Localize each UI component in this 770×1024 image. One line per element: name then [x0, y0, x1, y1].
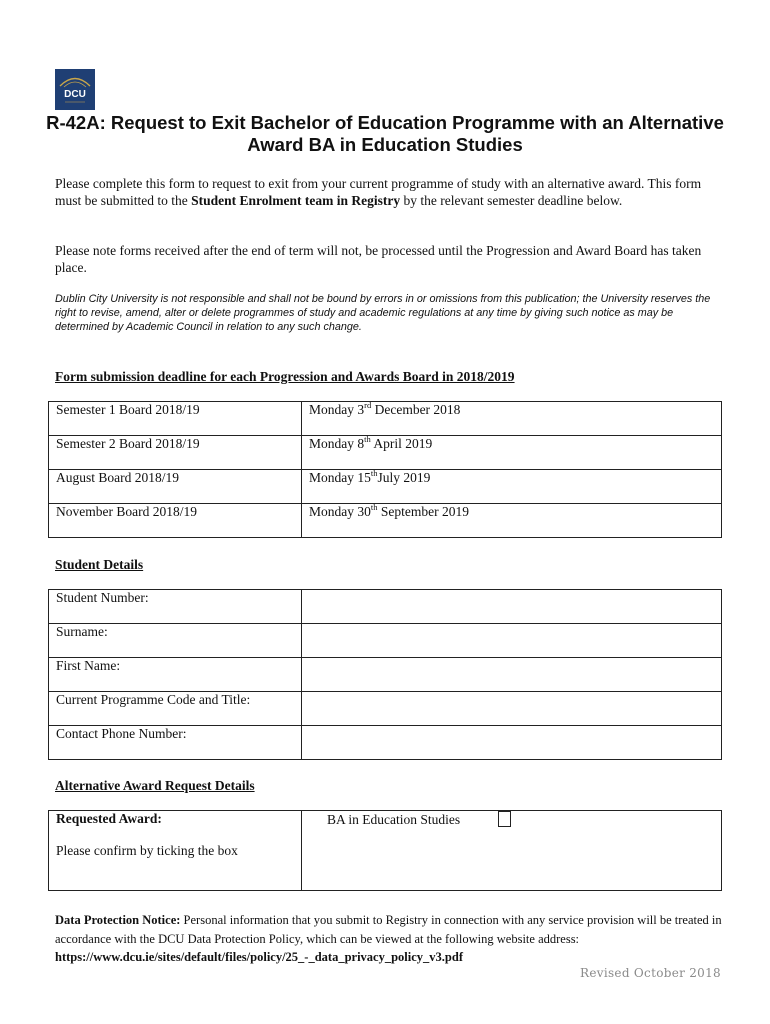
programme-field[interactable]	[302, 692, 722, 726]
data-protection-notice: Data Protection Notice: Personal information that you submit to Registry in connection with any service provision will be treated in accordance with the DCU Data Protection Policy, which can be viewed at the following website address: https://www.dcu.ie/sites/default/files/policy/25_-_data_privacy_policy_v3.pdf	[55, 913, 722, 964]
surname-field[interactable]	[302, 624, 722, 658]
table-row	[49, 436, 722, 470]
phone-field[interactable]	[302, 726, 722, 760]
intro-paragraph: Please complete this form to request to exit from your current programme of study with an alternative award. This form must be submitted to the Student Enrolment team in Registry by the relevant semester deadline below.	[55, 176, 702, 208]
deadlines-heading: Form submission deadline for each Progression and Awards Board in 2018/2019	[55, 369, 515, 384]
requested-award-label: Requested Award:	[56, 811, 162, 826]
processing-note: Please note forms received after the end of term will not, be processed until the Progression and Award Board has taken place.	[55, 243, 702, 275]
requested-award-cell	[49, 811, 302, 891]
award-details-heading: Alternative Award Request Details	[55, 778, 255, 793]
table-row	[49, 402, 722, 436]
deadline-date: Monday 8th April 2019	[302, 436, 722, 470]
board-name: August Board 2018/19	[49, 470, 302, 504]
table-row	[49, 470, 722, 504]
deadline-date: Monday 15thJuly 2019	[302, 470, 722, 504]
data-protection-label: Data Protection Notice:	[55, 913, 181, 927]
table-row	[49, 624, 722, 658]
policy-link[interactable]: https://www.dcu.ie/sites/default/files/policy/25_-_data_privacy_policy_v3.pdf	[55, 950, 463, 964]
table-row	[49, 590, 722, 624]
page-title: R-42A: Request to Exit Bachelor of Education Programme with an Alternative Award BA in Education Studies	[46, 112, 724, 155]
board-name: November Board 2018/19	[49, 504, 302, 538]
table-row	[49, 811, 722, 891]
board-name: Semester 2 Board 2018/19	[49, 436, 302, 470]
table-row	[49, 726, 722, 760]
award-name: BA in Education Studies	[327, 812, 461, 827]
programme-label: Current Programme Code and Title:	[49, 692, 302, 726]
deadlines-table	[48, 401, 722, 538]
first-name-label: First Name:	[49, 658, 302, 692]
surname-label: Surname:	[49, 624, 302, 658]
deadline-date: Monday 3rd December 2018	[302, 402, 722, 436]
table-row	[49, 658, 722, 692]
table-row	[49, 692, 722, 726]
student-details-heading: Student Details	[55, 557, 144, 572]
dcu-logo	[55, 69, 95, 110]
disclaimer: Dublin City University is not responsible and shall not be bound by errors in or omissions from this publication; the University reserves the right to revise, amend, alter or delete programmes of study and academic regulations at any time by giving such notice as may be determined by Academic Council in relation to any such change.	[55, 293, 711, 333]
phone-label: Contact Phone Number:	[49, 726, 302, 760]
confirm-instruction: Please confirm by ticking the box	[56, 843, 238, 858]
award-details-table	[48, 810, 722, 891]
deadline-date: Monday 30th September 2019	[302, 504, 722, 538]
table-row	[49, 504, 722, 538]
award-option-cell	[302, 811, 722, 891]
student-number-field[interactable]	[302, 590, 722, 624]
board-name: Semester 1 Board 2018/19	[49, 402, 302, 436]
first-name-field[interactable]	[302, 658, 722, 692]
logo-text: DCU	[64, 89, 86, 100]
registry-team-label: Student Enrolment team in Registry	[191, 193, 401, 208]
revision-date: Revised October 2018	[580, 966, 721, 980]
student-details-table	[48, 589, 722, 760]
award-checkbox[interactable]	[498, 811, 511, 827]
student-number-label: Student Number:	[49, 590, 302, 624]
